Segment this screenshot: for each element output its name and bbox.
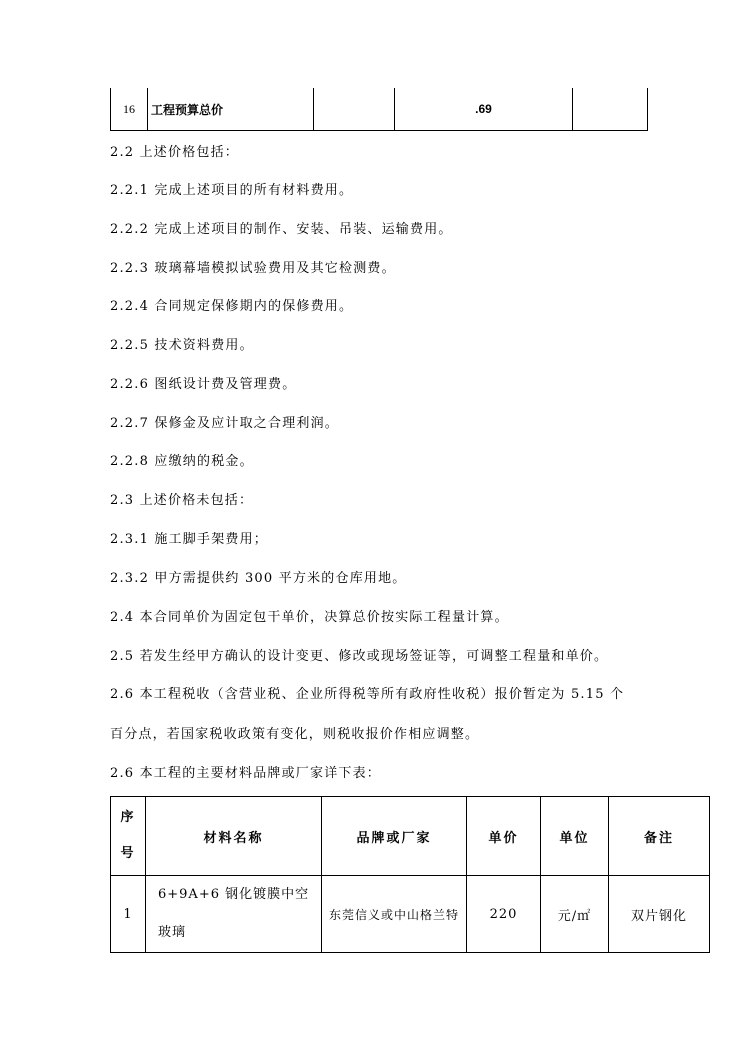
paragraph: 2.6 本工程税收（含营业税、企业所得税等所有政府性收税）报价暂定为 5.15 个 — [110, 687, 625, 702]
header-no — [111, 797, 146, 876]
cell-no: 1 — [111, 876, 146, 953]
paragraph: 2.2.8 应缴纳的税金。 — [110, 454, 254, 469]
paragraph: 2.2.7 保修金及应计取之合理利润。 — [110, 416, 340, 431]
paragraph: 2.4 本合同单价为固定包干单价，决算总价按实际工程量计算。 — [110, 610, 509, 625]
header-no-line1: 序 — [120, 810, 136, 825]
header-price: 单价 — [467, 797, 541, 876]
table-row — [111, 88, 648, 131]
paragraph: 2.2.6 图纸设计费及管理费。 — [110, 377, 297, 392]
header-no-line2: 号 — [120, 846, 136, 861]
materials-table — [110, 796, 710, 953]
table-header-row — [111, 797, 710, 876]
cell-brand: 东莞信义或中山格兰特 — [322, 876, 467, 953]
paragraph: 2.2 上述价格包括： — [110, 145, 240, 160]
paragraph: 百分点，若国家税收政策有变化，则税收报价作相应调整。 — [110, 727, 480, 742]
header-remark: 备注 — [609, 797, 710, 876]
paragraph: 2.2.3 玻璃幕墙模拟试验费用及其它检测费。 — [110, 261, 396, 276]
paragraph: 2.2.2 完成上述项目的制作、安装、吊装、运输费用。 — [110, 222, 453, 237]
row-item-name: 工程预算总价 — [148, 88, 314, 131]
cell-unit: 元/㎡ — [541, 876, 609, 953]
paragraph: 2.2.4 合同规定保修期内的保修费用。 — [110, 299, 354, 314]
paragraph: 2.2.5 技术资料费用。 — [110, 338, 254, 353]
cell-price: 220 — [467, 876, 541, 953]
row-number: 16 — [111, 88, 148, 131]
table-row — [111, 876, 710, 953]
paragraph: 2.3 上述价格未包括： — [110, 493, 254, 508]
paragraph: 2.3.1 施工脚手架费用； — [110, 532, 269, 547]
cell-material-name: 6+9A+6 钢化镀膜中空玻璃 — [146, 876, 322, 953]
header-brand: 品牌或厂家 — [322, 797, 467, 876]
paragraph: 2.3.2 甲方需提供约 300 平方米的仓库用地。 — [110, 571, 407, 586]
summary-table — [110, 88, 648, 131]
cell-remark: 双片钢化 — [609, 876, 710, 953]
paragraph: 2.5 若发生经甲方确认的设计变更、修改或现场签证等，可调整工程量和单价。 — [110, 649, 609, 664]
total-price: .69 — [395, 88, 573, 131]
paragraph: 2.6 本工程的主要材料品牌或厂家详下表： — [110, 766, 382, 781]
paragraph: 2.2.1 完成上述项目的所有材料费用。 — [110, 183, 354, 198]
empty-cell — [573, 88, 648, 131]
header-material-name: 材料名称 — [146, 797, 322, 876]
header-unit: 单位 — [541, 797, 609, 876]
empty-cell — [314, 88, 395, 131]
